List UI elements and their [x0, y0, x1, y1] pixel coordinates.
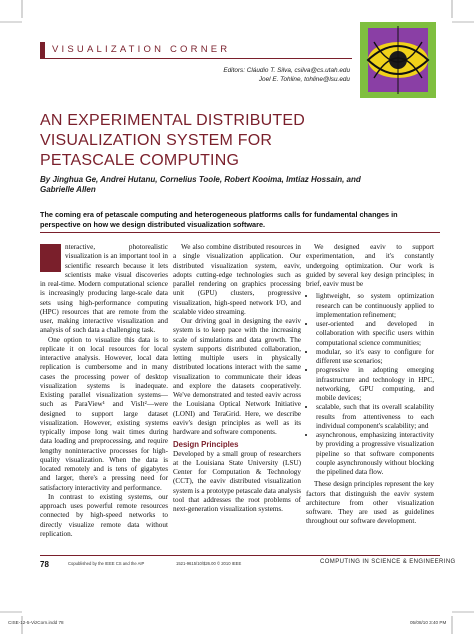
- corner-accent-bar: [40, 42, 45, 58]
- text-column-3: [306, 243, 434, 527]
- issn-note: 1521-9615/10/$26.00 © 2010 IEEE: [176, 561, 242, 566]
- list-item: • modular, so it's easy to configure for different use scenarios;: [316, 348, 434, 367]
- paragraph-3: In contrast to existing systems, our approach uses powerful remote resources connected by high-speed networks to directly visualize remote data without replication.: [40, 492, 168, 538]
- abstract: The coming era of petascale computing and heterogeneous platforms calls for fundamental changes in perspective on how we design distributed visualization software.: [40, 210, 398, 229]
- abstract-rule: [40, 232, 440, 233]
- paragraph-6: Developed by a small group of researchers at the Louisiana State University (LSU) Center for Computation & Technology (CCT), the eaviv distributed visualization system is a prototype petascale data analysis tool that addresses the root problems of next-generation visualization systems.: [173, 449, 301, 513]
- magazine-name: COMPUTING IN SCIENCE & ENGINEERING: [320, 559, 456, 565]
- design-principles-list: [306, 292, 434, 477]
- author-list: By Jinghua Ge, Andrei Hutanu, Cornelius Toole, Robert Kooima, Imtiaz Hossain, and Gabrielle Allen: [40, 175, 361, 194]
- section-heading: Design Principles: [173, 440, 239, 450]
- paragraph-8: These design principles represent the key factors that distinguish the eaviv system architecture from other visualization software. They are used as guidelines throughout our software development.: [306, 480, 434, 526]
- paragraph-7: We designed eaviv to support experimentation, and it's constantly undergoing optimization. Our work is guided by several key design principles; in brief, eaviv must be: [306, 243, 434, 288]
- print-slug-file: CISE-12-5-VizCorn.indd 78: [8, 620, 64, 625]
- title-line-3: PETASCALE COMPUTING: [40, 152, 240, 169]
- text-column-2: [173, 243, 301, 514]
- list-item: • lightweight, so system optimization research can be continuously applied to implementation refinement;: [316, 292, 434, 320]
- editors-line-2: Joel E. Tohline, tohline@lsu.edu: [258, 76, 350, 83]
- list-item: • user-oriented and developed in collaboration with specific users within computational science communities;: [316, 320, 434, 348]
- paragraph-5: Our driving goal in designing the eaviv system is to keep pace with the increasing scale of simulations and data growth. The system supports distributed collaboration, letting multiple users in physically distributed locations interact with the same visualization to communicate their ideas and explore the datasets cooperatively. We've demonstrated and tested eaviv across the Louisiana Optical Network Initiative (LONI) and TeraGrid. Here, we describe eaviv's design principles as well as its hardware and software components.: [173, 317, 301, 436]
- title-line-1: AN EXPERIMENTAL DISTRIBUTED: [40, 112, 305, 129]
- department-title: VISUALIZATION CORNER: [52, 44, 231, 55]
- footer-rule: [40, 555, 440, 556]
- editors-block: [210, 66, 350, 84]
- list-item: • asynchronous, emphasizing interactivity by providing a progressive visualization pipeline so that software components couple asynchronously without blocking the pipelined data flow.: [316, 431, 434, 477]
- drop-cap: [40, 244, 61, 272]
- page-number: 78: [40, 560, 49, 569]
- list-item: • scalable, such that its overall scalability results from attentiveness to each individual component's scalability; and: [316, 403, 434, 431]
- paragraph-4: We also combine distributed resources in a single visualization application. Our distributed visualization system, eaviv, adopts cutting-edge technologies such as parallel rendering on graphics processing unit (GPU) clusters, progressive visualization, high-speed network I/O, and scalable video streaming.: [173, 243, 301, 316]
- paragraph-1: [40, 243, 168, 336]
- header-rule: [40, 58, 352, 59]
- title-line-2: VISUALIZATION SYSTEM FOR: [40, 132, 273, 149]
- article-title: [40, 111, 340, 171]
- copublisher-note: Copublished by the IEEE CS and the AIP: [68, 561, 145, 566]
- print-slug-date: 05/08/10 3:40 PM: [410, 620, 447, 625]
- department-logo-art: [360, 22, 436, 98]
- paragraph-2: One option to visualize this data is to replicate it on local resources for local interactive analysis. However, local data replication is cumbersome and in many cases the processing power of desktop visualization systems is inadequate. Existing parallel visualization systems—such as ParaView¹ and VisIt²—were designed to support large dataset visualization. However, existing systems typically impose long wait times during data loading and preprocessing, and require lengthy noninteractive processes for high-quality visualization. When the data is located remotely and is tens of gigabytes and larger, there's a pressing need for satisfactory interactivity and performance.: [40, 335, 168, 492]
- paragraph-1-text: nteractive, photorealistic visualization is an important tool in scientific research because it lets scientists make visual discoveries in real-time. Modern computational science is increasingly producing large-scale data sets using high-performance computing (HPC) resources that are remote from the user, making interactive visualization and analysis of such data a challenging task.: [40, 243, 168, 335]
- editors-line-1: Editors: Cláudio T. Silva, csilva@cs.utah.edu: [223, 67, 350, 74]
- text-column-1: [40, 243, 168, 539]
- list-item: • progressive in adopting emerging infrastructure and technology in HPC, networking, GPU computing, and mobile devices;: [316, 366, 434, 403]
